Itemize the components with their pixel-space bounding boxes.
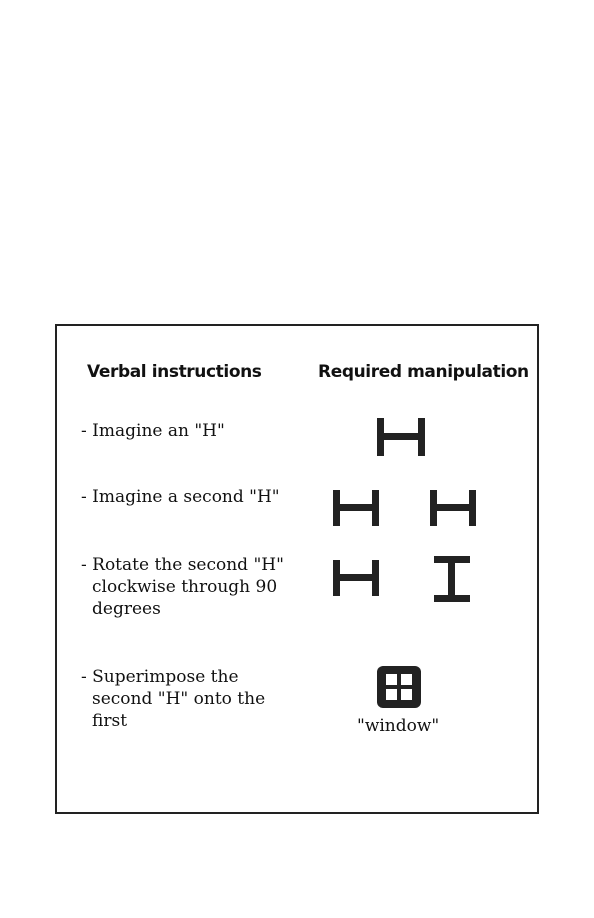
- instruction-line: - Rotate the second "H": [81, 555, 284, 575]
- instruction-step-1: [81, 420, 225, 442]
- h-icon: [377, 418, 425, 456]
- verbal-instructions-header: Verbal instructions: [87, 362, 262, 382]
- instruction-step-3: [81, 554, 284, 620]
- h-icon: [333, 560, 379, 596]
- instruction-line: second "H" onto the: [92, 689, 266, 709]
- instruction-line: - Imagine a second "H": [81, 487, 280, 507]
- instruction-line: first: [92, 711, 128, 731]
- instruction-line: clockwise through 90: [92, 577, 278, 597]
- instruction-line: degrees: [92, 599, 161, 619]
- instruction-line: - Superimpose the: [81, 667, 239, 687]
- diagram-frame: [55, 324, 539, 814]
- h-icon: [333, 490, 379, 526]
- rotated-h-icon: [434, 556, 470, 602]
- required-manipulation-header: Required manipulation: [318, 362, 529, 382]
- instruction-step-4: [81, 666, 265, 732]
- instruction-step-2: [81, 486, 280, 508]
- instruction-line: - Imagine an "H": [81, 421, 225, 441]
- h-icon: [430, 490, 476, 526]
- window-icon: [377, 666, 421, 708]
- window-caption: "window": [357, 716, 440, 736]
